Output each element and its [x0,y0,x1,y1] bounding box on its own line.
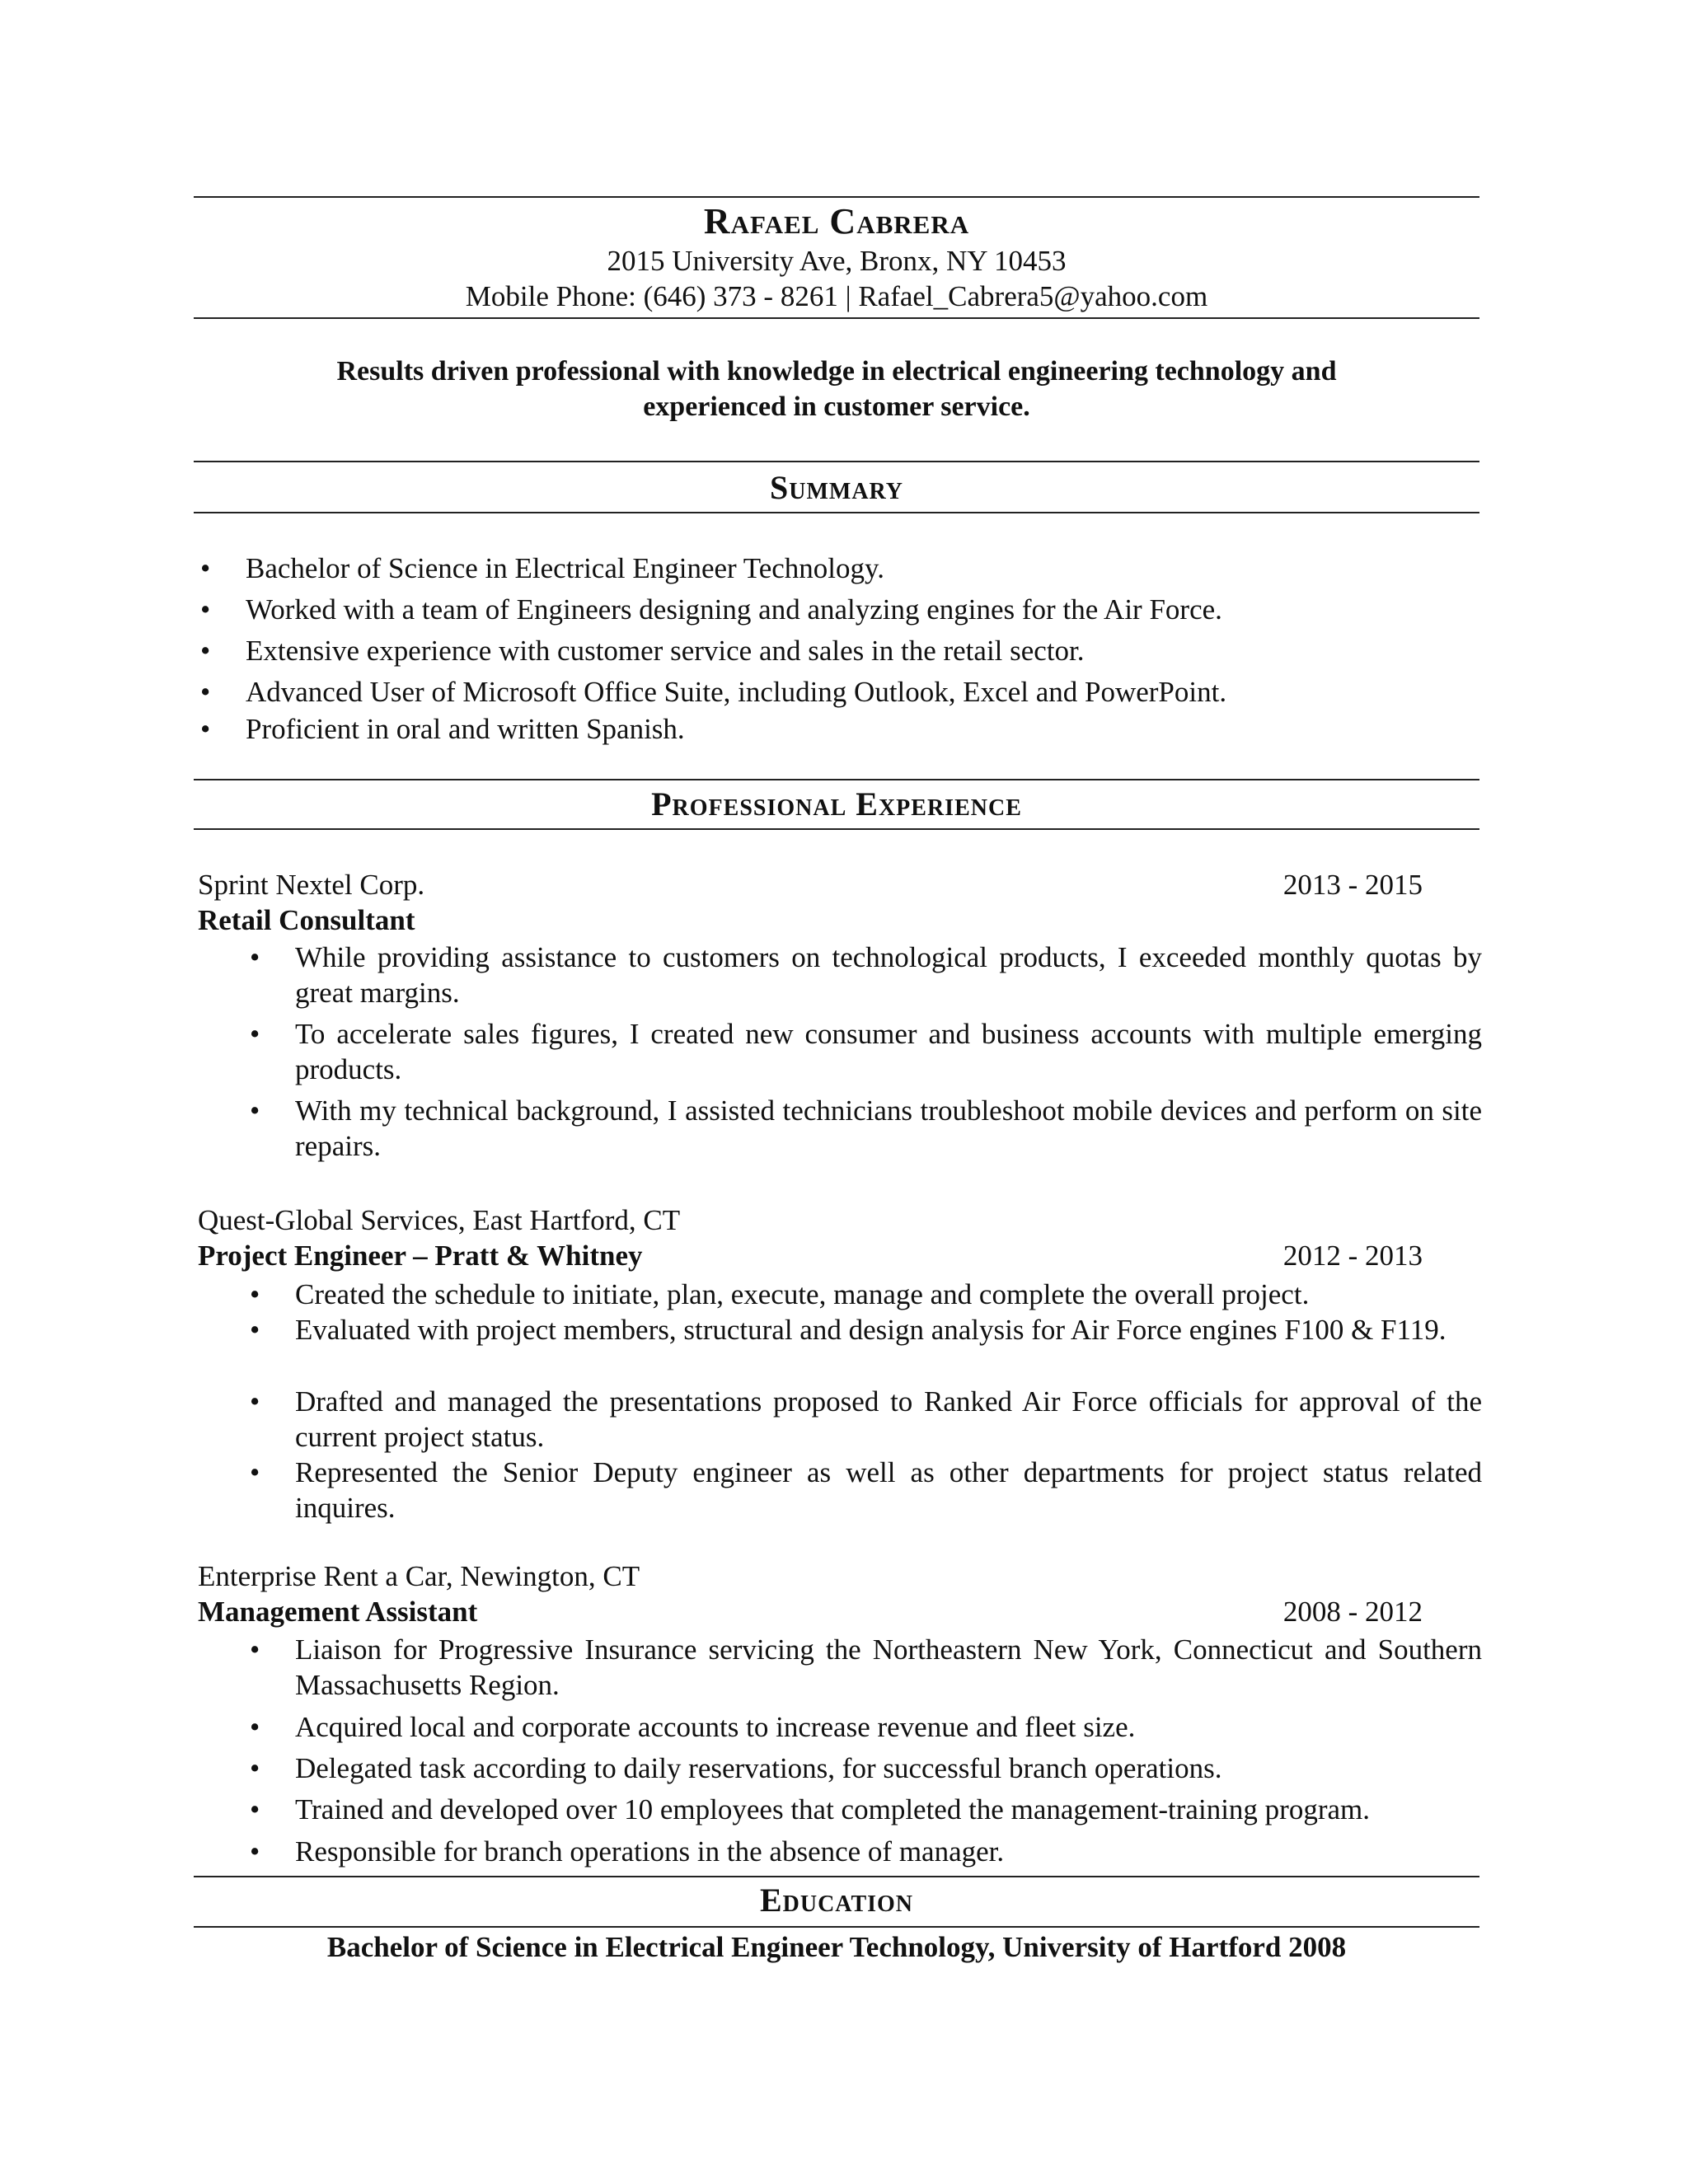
header-bottom-rule [194,317,1479,319]
bullet: • [250,1752,260,1784]
bullet: • [250,1793,260,1825]
address: 2015 University Ave, Bronx, NY 10453 [607,245,1067,277]
job-bullet: • Created the schedule to initiate, plan, execute, manage and complete the overall project. [250,1278,1310,1310]
education-top-rule [194,1876,1479,1877]
job-company: Sprint Nextel Corp. [198,869,425,901]
job-bullet: • Responsible for branch operations in the absence of manager. [250,1835,1005,1868]
bullet: • [200,676,211,708]
job-bullet: • Liaison for Progressive Insurance servicing the Northeastern New York, Connecticut and Southern Massachusetts Region. [250,1633,1482,1701]
job-dates: 2008 - 2012 [1282,1596,1423,1628]
job-role: Retail Consultant [198,904,415,936]
summary-heading: Summary [770,469,903,506]
job-role: Project Engineer – Pratt & Whitney [198,1240,643,1272]
job-bullet: • Delegated task according to daily reservations, for successful branch operations. [250,1752,1222,1784]
header-top-rule [194,196,1479,198]
summary-top-rule [194,461,1479,462]
experience-bottom-rule [194,828,1479,830]
summary-bottom-rule [194,512,1479,513]
summary-item: • Bachelor of Science in Electrical Engineer Technology. [200,552,885,584]
candidate-name: Rafael Cabrera [703,201,970,241]
summary-item: • Worked with a team of Engineers designing and analyzing engines for the Air Force. [200,593,1222,626]
job-bullet: • While providing assistance to customers on technological products, I exceeded monthly quotas by great margins. [250,941,1482,1009]
bullet: • [250,941,260,973]
job-company: Enterprise Rent a Car, Newington, CT [198,1560,640,1592]
headline-line-1: Results driven professional with knowledge in electrical engineering technology and [336,356,1337,387]
job-company: Quest-Global Services, East Hartford, CT [198,1204,681,1236]
bullet: • [250,1633,260,1666]
bullet: • [250,1094,260,1127]
job-bullet: • Represented the Senior Deputy engineer as well as other departments for project status related inquires. [250,1456,1482,1524]
summary-item: • Advanced User of Microsoft Office Suite, including Outlook, Excel and PowerPoint. [200,676,1227,708]
experience-heading: Professional Experience [651,785,1022,823]
bullet: • [250,1385,260,1418]
bullet: • [250,1314,260,1346]
job-dates: 2013 - 2015 [1282,869,1423,901]
job-bullet: • Drafted and managed the presentations proposed to Ranked Air Force officials for approval of the current project status. [250,1385,1482,1453]
summary-item: • Extensive experience with customer service and sales in the retail sector. [200,635,1085,667]
bullet: • [200,713,211,745]
summary-item: • Proficient in oral and written Spanish. [200,713,685,745]
bullet: • [250,1711,260,1743]
job-bullet: • Evaluated with project members, structural and design analysis for Air Force engines F100 & F119. [250,1314,1447,1346]
job-bullet: • To accelerate sales figures, I created new consumer and business accounts with multiple emerging products. [250,1018,1482,1085]
job-role: Management Assistant [198,1596,478,1628]
education-degree: Bachelor of Science in Electrical Engineer Technology, University of Hartford 2008 [326,1931,1347,1963]
contact-line: Mobile Phone: (646) 373 - 8261 | Rafael_Cabrera5@yahoo.com [465,280,1208,312]
education-heading: Education [759,1882,914,1919]
job-bullet: • With my technical background, I assisted technicians troubleshoot mobile devices and perform on site repairs. [250,1094,1482,1162]
job-dates: 2012 - 2013 [1282,1240,1423,1272]
bullet: • [250,1835,260,1868]
headline-line-2: experienced in customer service. [643,391,1030,422]
job-bullet: • Acquired local and corporate accounts to increase revenue and fleet size. [250,1711,1136,1743]
bullet: • [250,1278,260,1310]
job-bullet: • Trained and developed over 10 employees that completed the management-training program. [250,1793,1370,1825]
education-bottom-rule [194,1926,1479,1928]
experience-top-rule [194,779,1479,780]
bullet: • [200,635,211,667]
bullet: • [250,1018,260,1050]
bullet: • [200,552,211,584]
bullet: • [200,593,211,626]
bullet: • [250,1456,260,1488]
